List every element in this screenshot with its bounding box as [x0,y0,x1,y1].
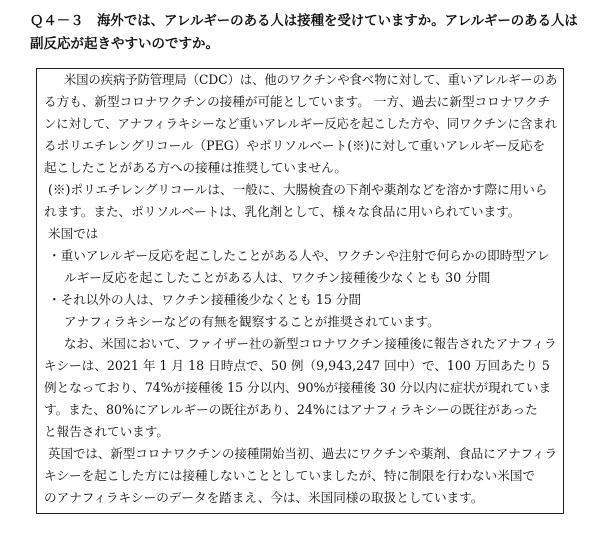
answer-line: アナフィラキシーなどの有無を観察することが推奨されています。 [64,314,440,329]
answer-line: と報告されています。 [44,424,169,439]
answer-line: る方も、新型コロナワクチンの接種が可能としています。 一方、過去に新型コロナワクチ [44,94,551,109]
question-heading [30,10,578,56]
answer-line: なお、米国において、ファイザー社の新型コロナワクチン接種後に報告されたアナフィラ [64,336,557,351]
answer-line: るポリエチレングリコール（PEG）やポリソルベート(※)に対して重いアレルギー反応を [44,138,546,153]
answer-line: キシーを起こした方には接種しないこととしていましたが、特に制限を行わない米国で [44,468,536,483]
answer-line: キシーは、2021 年 1 月 18 日時点で、50 例（9,943,247 回中）で、100 万回あたり 5 [44,358,550,373]
answer-line: ・それ以外の人は、ワクチン接種後少なくとも 15 分間 [48,292,362,307]
answer-line: 起こしたことがある方への接種は推奨していません。 [44,160,348,175]
question-line: 副反応が起きやすいのですか。 [30,36,219,52]
answer-line: 例となっており、74%が接種後 15 分以内、90%が接種後 30 分以内に症状が現れていま [44,380,552,395]
answer-line: 米国では [48,226,99,241]
answer-line: ンに対して、アナフィラキシーなど重いアレルギー反応を起こした方や、同ワクチンに含まれ [44,116,557,131]
question-line: Ｑ４－３ 海外では、アレルギーのある人は接種を受けていますか。アレルギーのある人は [30,13,578,29]
answer-line: れます。また、ポリソルベートは、乳化剤として、様々な食品に用いられています。 [44,204,521,219]
answer-line: ルギー反応を起こしたことがある人は、ワクチン接種後少なくとも 30 分間 [64,270,491,285]
answer-line: のアナフィラキシーのデータを踏まえ、今は、米国同様の取扱としています。 [44,490,484,505]
answer-line: 英国では、新型コロナワクチンの接種開始当初、過去にワクチンや薬剤、食品にアナフィラ [48,446,558,461]
answer-line: す。また、80%にアレルギーの既往があり、24%にはアナフィラキシーの既往があった [44,402,538,417]
answer-line: ・重いアレルギー反応を起こしたことがある人や、ワクチンや注射で何らかの即時型アレ [48,248,550,263]
answer-line: (※)ポリエチレングリコールは、一般に、大腸検査の下剤や薬剤などを溶かす際に用いら [48,182,548,197]
answer-line: 米国の疾病予防管理局（CDC）は、他のワクチンや食べ物に対して、重いアレルギーのあ [64,72,558,87]
answer-box [36,68,564,514]
